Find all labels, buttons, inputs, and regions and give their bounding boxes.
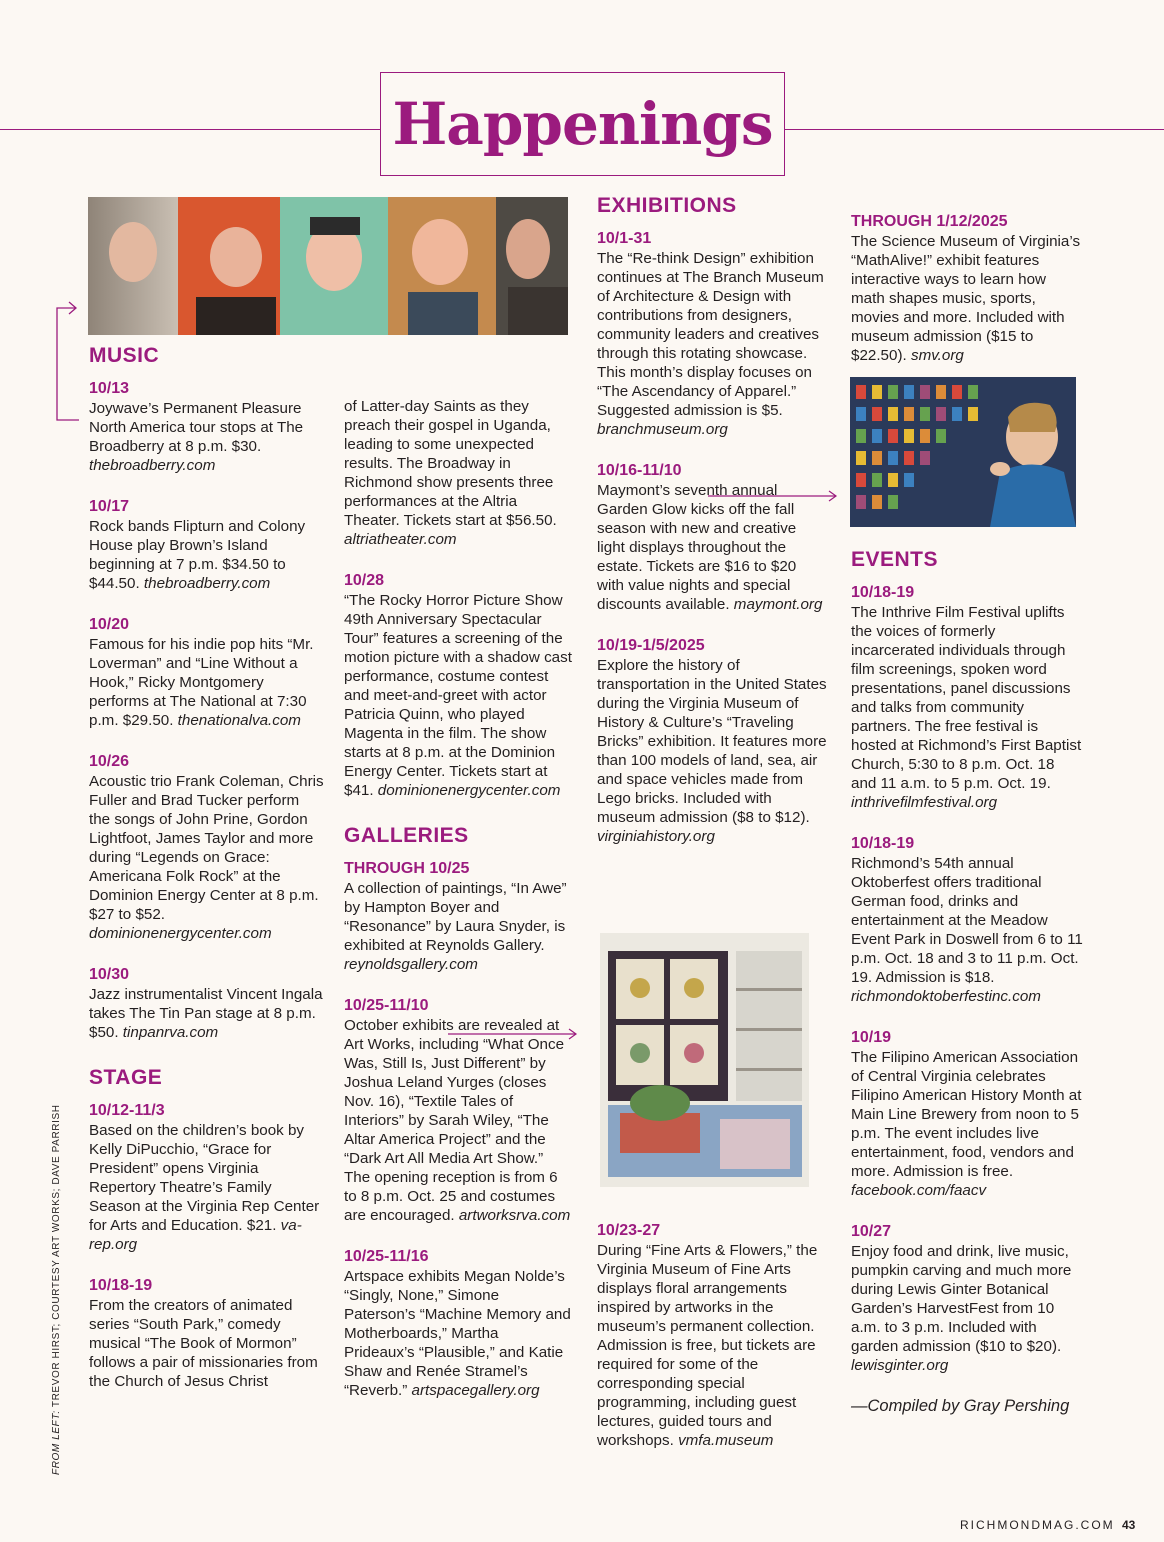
list-item [851, 1028, 1083, 1200]
event-date: 10/1-31 [597, 230, 652, 247]
column-3-lower [597, 1221, 827, 1472]
list-item [851, 834, 1083, 1006]
event-text: “The Rocky Horror Picture Show 49th Anniversary Spectacular Tour” features a screening of the motion picture with a shadow cast performance, costume contest and meet-and-greet with actor Patricia Quinn, who played Magenta in the film. The show starts at 8 p.m. at the Dominion Energy Center. Tickets start at $41. [344, 592, 572, 799]
events-heading: EVENTS [851, 548, 939, 571]
event-text: Joywave’s Permanent Pleasure North America tour stops at The Broadberry at 8 p.m. $30. [89, 400, 304, 455]
event-date: 10/18-19 [89, 1277, 153, 1294]
event-link[interactable]: artworksrva.com [458, 1207, 571, 1224]
event-text: Artspace exhibits Megan Nolde’s “Singly, None,” Simone Paterson’s “Machine Memory and Motherboards,” Martha Prideaux’s “Plausible,” and Katie Shaw and Renée Stramel’s “Reverb.” [344, 1268, 571, 1399]
event-text: The “Re-think Design” exhibition continues at The Branch Museum of Architecture & Design with contributions from designers, community leaders and creatives through this rotating showcase. This month’s display focuses on “The Ascendancy of Apparel.” Suggested admission is $5. [597, 250, 824, 419]
event-date: 10/16-11/10 [597, 462, 682, 479]
list-item [597, 1221, 827, 1450]
band-photo-image [88, 197, 568, 335]
event-link[interactable]: reynoldsgallery.com [344, 956, 478, 973]
list-item [344, 571, 572, 800]
event-date: 10/12-11/3 [89, 1102, 165, 1119]
event-text: Maymont’s seventh annual Garden Glow kicks off the fall season with new and creative light displays throughout the estate. Tickets are $16 to $20 with value nights and special discounts available. [597, 482, 797, 613]
list-item [851, 583, 1083, 812]
column-4-top [851, 212, 1081, 387]
list-item [597, 229, 827, 439]
event-link[interactable]: thebroadberry.com [89, 457, 216, 474]
event-text: A collection of paintings, “In Awe” by Hampton Boyer and “Resonance” by Laura Snyder, is exhibited at Reynolds Gallery. [344, 880, 567, 954]
event-date: 10/23-27 [597, 1222, 661, 1239]
column-3 [597, 196, 827, 868]
event-date: 10/27 [851, 1223, 892, 1240]
event-date: 10/18-19 [851, 835, 915, 852]
event-link[interactable]: smv.org [910, 347, 964, 364]
photo-credit-text: TREVOR HIRST; COURTESY ART WORKS; DAVE PARRISH [51, 1104, 62, 1408]
header-rule-left [0, 129, 380, 130]
column-2 [344, 397, 572, 1422]
event-text: October exhibits are revealed at Art Works, including “What Once Was, Still Is, Just Different” by Joshua Leland Yurges (closes Nov. 16), “Textile Tales of Interiors” by Sarah Wiley, “The Altar America Project” and the “Dark Art All Media Art Show.” The opening reception is from 6 to 8 p.m. Oct. 25 and costumes are encouraged. [344, 1017, 565, 1224]
event-text: Famous for his indie pop hits “Mr. Loverman” and “Line Without a Hook,” Ricky Montgomery performs at The National at 7:30 p.m. $29.50. [89, 636, 314, 729]
list-item [89, 615, 324, 730]
mathalive-photo [850, 377, 1076, 527]
event-text-continued: of Latter-day Saints as they preach their gospel in Uganda, leading to some unexpected results. The Broadway in Richmond show presents three performances at the Altria Theater. Tickets start at $56.50. [344, 398, 557, 529]
exhibitions-heading: EXHIBITIONS [597, 194, 737, 217]
event-link[interactable]: inthrivefilmfestival.org [851, 794, 998, 811]
band-photo-strip [88, 197, 568, 335]
event-text: During “Fine Arts & Flowers,” the Virginia Museum of Fine Arts displays floral arrangements inspired by artworks in the museum’s permanent collection. Admission is free, but tickets are required for some of the corresponding special programming, including guest lectures, guided tours and workshops. [597, 1242, 818, 1449]
event-link[interactable]: virginiahistory.org [597, 828, 715, 845]
event-text: Acoustic trio Frank Coleman, Chris Fuller and Brad Tucker perform the songs of John Prine, Gordon Lightfoot, James Taylor and more during “Legends on Grace: Americana Folk Rock” at the Dominion Energy Center at 8 p.m. $27 to $52. [89, 773, 324, 923]
event-text: Richmond’s 54th annual Oktoberfest offers traditional German food, drinks and entertainment at the Meadow Event Park in Doswell from 6 to 11 p.m. Oct. 18 and 3 to 11 p.m. Oct. 19. Admission is $18. [851, 855, 1083, 986]
column-4-events [851, 550, 1083, 1416]
event-link[interactable]: branchmuseum.org [597, 421, 728, 438]
list-item [344, 1247, 572, 1400]
title-box [380, 72, 785, 176]
garden-glow-arrow [708, 490, 840, 502]
event-link[interactable]: richmondoktoberfestinc.com [851, 988, 1041, 1005]
event-text: Enjoy food and drink, live music, pumpkin carving and much more during Lewis Ginter Botanical Garden’s HarvestFest from 10 a.m. to 3 p.m. Included with garden admission ($10 to $20). [851, 1243, 1072, 1355]
event-date: THROUGH 10/25 [344, 860, 470, 877]
event-date: 10/13 [89, 380, 130, 397]
music-heading: MUSIC [89, 344, 160, 367]
list-item [344, 859, 572, 974]
stage-heading: STAGE [89, 1066, 163, 1089]
column-1 [89, 346, 324, 1413]
event-link[interactable]: lewisginter.org [851, 1357, 949, 1374]
page-title: Happenings [392, 90, 773, 158]
event-text: Based on the children’s book by Kelly DiPucchio, “Grace for President” opens Virginia Repertory Theatre’s Family Season at the Virginia Rep Center for Arts and Education. $21. [89, 1122, 320, 1234]
list-item-continued [344, 397, 572, 549]
event-date: 10/28 [344, 572, 385, 589]
galleries-heading: GALLERIES [344, 824, 469, 847]
music-bracket-arrow [55, 298, 81, 423]
list-item [851, 212, 1081, 365]
event-link[interactable]: thenationalva.com [177, 712, 301, 729]
event-link[interactable]: dominionenergycenter.com [89, 925, 272, 942]
event-date: 10/26 [89, 753, 130, 770]
photo-credit-prefix: FROM LEFT: [51, 1410, 62, 1475]
footer-site[interactable]: RICHMONDMAG.COM [960, 1518, 1115, 1532]
event-link[interactable]: dominionenergycenter.com [377, 782, 561, 799]
event-link[interactable]: facebook.com/faacv [851, 1182, 987, 1199]
event-text: The Inthrive Film Festival uplifts the voices of formerly incarcerated individuals through film screenings, spoken word presentations, panel discussions and talks from community partners. The free festival is hosted at Richmond’s First Baptist Church, 5:30 to 8 p.m. Oct. 18 and 11 a.m. to 5 p.m. Oct. 19. [851, 604, 1082, 792]
event-text: The Science Museum of Virginia’s “MathAlive!” exhibit features interactive ways to learn how math shapes music, sports, movies and more. Included with museum admission ($15 to $22.50). [851, 233, 1081, 364]
list-item [89, 1101, 324, 1254]
event-date: THROUGH 1/12/2025 [851, 213, 1008, 230]
event-date: 10/25-11/10 [344, 997, 429, 1014]
artworks-arrow [448, 1028, 580, 1040]
event-text: Rock bands Flipturn and Colony House play Brown’s Island beginning at 7 p.m. $34.50 to $44.50. [89, 518, 306, 592]
list-item [89, 379, 324, 475]
event-link[interactable]: maymont.org [733, 596, 823, 613]
list-item [89, 965, 324, 1042]
event-text: The Filipino American Association of Central Virginia celebrates Filipino American History Month at Main Line Brewery from noon to 5 p.m. The event includes live entertainment, food, vendors and more. Admission is free. [851, 1049, 1082, 1180]
list-item [89, 752, 324, 943]
event-link[interactable]: vmfa.museum [678, 1432, 774, 1449]
mathalive-image [850, 377, 1076, 527]
event-date: 10/30 [89, 966, 130, 983]
event-text: From the creators of animated series “South Park,” comedy musical “The Book of Mormon” follows a pair of missionaries from the Church of Jesus Christ [89, 1297, 318, 1390]
list-item [851, 1222, 1083, 1375]
event-text: Explore the history of transportation in the United States during the Virginia Museum of History & Culture’s “Traveling Bricks” exhibition. It features more than 100 models of land, sea, air and space vehicles made from Lego bricks. Included with museum admission ($8 to $12). [597, 657, 827, 826]
list-item [89, 497, 324, 593]
event-link[interactable]: va-rep.org [89, 1217, 302, 1253]
byline: —Compiled by Gray Pershing [851, 1397, 1070, 1415]
event-link[interactable]: artspacegallery.org [411, 1382, 540, 1399]
textile-artwork-photo [600, 933, 809, 1187]
event-date: 10/17 [89, 498, 130, 515]
event-link[interactable]: altriatheater.com [344, 531, 457, 548]
event-date: 10/18-19 [851, 584, 915, 601]
header-rule-right [785, 129, 1164, 130]
event-link[interactable]: tinpanrva.com [122, 1024, 219, 1041]
event-date: 10/19 [851, 1029, 892, 1046]
page-number: 43 [1122, 1518, 1136, 1532]
list-item [89, 1276, 324, 1391]
event-link[interactable]: thebroadberry.com [143, 575, 271, 592]
event-text: Jazz instrumentalist Vincent Ingala takes The Tin Pan stage at 8 p.m. $50. [89, 986, 323, 1041]
textile-artwork-image [600, 933, 809, 1187]
list-item [597, 636, 827, 846]
photo-credit [51, 1104, 62, 1475]
event-date: 10/20 [89, 616, 130, 633]
list-item [597, 461, 827, 614]
event-date: 10/25-11/16 [344, 1248, 429, 1265]
event-date: 10/19-1/5/2025 [597, 637, 705, 654]
